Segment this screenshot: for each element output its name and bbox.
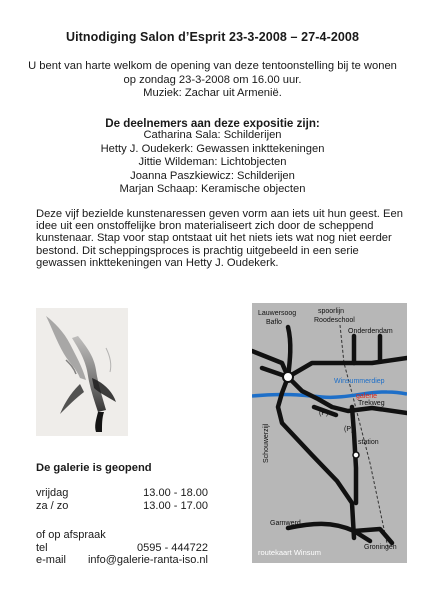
intro-line: U bent van harte welkom de opening van deze tentoonstelling bij te wonen <box>28 60 397 72</box>
participant-item: Joanna Paszkiewicz: Schilderijen <box>130 169 295 182</box>
map-label-garnwerd: Garnwerd <box>270 520 301 527</box>
invitation-title: Uitnodiging Salon d’Esprit 23-3-2008 – 27-4-2008 <box>65 30 360 44</box>
route-map <box>252 303 407 563</box>
map-label-roodeschool: Roodeschool <box>314 317 355 324</box>
ink-painting-image <box>36 308 128 436</box>
email-address[interactable]: info@galerie-ranta-iso.nl <box>87 554 208 566</box>
email-row <box>36 554 208 567</box>
participant-item: Marjan Schaap: Keramische objecten <box>119 183 306 196</box>
intro-line: Muziek: Zachar uit Armenië. <box>143 87 282 99</box>
phone-label: tel <box>36 541 48 554</box>
map-caption: routekaart Winsum <box>258 548 321 557</box>
opening-hours <box>36 487 208 512</box>
participants-list <box>0 129 425 197</box>
roundabout-marker <box>283 372 293 382</box>
intro-line: op zondag 23-3-2008 om 16.00 uur. <box>123 73 302 86</box>
email-label: e-mail <box>36 554 66 566</box>
route-map-drawing <box>252 303 407 563</box>
map-label-spoorlijn: spoorlijn <box>318 308 345 315</box>
hours-time: 13.00 - 17.00 <box>143 499 208 512</box>
participant-item: Catharina Sala: Schilderijen <box>143 129 282 141</box>
body-paragraph: Deze vijf bezielde kunstenaressen geven vorm aan iets uit hun geest. Een idee uit een onstoffelijke bron materialiseert zich door de scheppend kunstenaar. Stap voor stap ontstaat uit het niets iets wat nog niet eerder bestond. Dit scheppingsproces is prachtig uitgebeeld in een serie gewassen inkttekeningen van Hetty J. Oudekerk. <box>36 208 403 269</box>
map-label-winsummerdiep: Winsummerdiep <box>334 378 385 385</box>
map-label-onderdendam: Onderdendam <box>348 328 393 335</box>
station-marker <box>353 452 359 458</box>
appointment-note: of op afspraak <box>36 529 106 541</box>
hours-day: vrijdag <box>36 487 69 499</box>
contact-info <box>36 529 208 567</box>
phone-row <box>36 542 208 555</box>
hours-row <box>36 487 208 500</box>
opening-hours-heading: De galerie is geopend <box>36 462 152 474</box>
map-label-parking: (P) <box>319 410 329 417</box>
hours-time: 13.00 - 18.00 <box>143 487 208 499</box>
waterway-line <box>252 392 407 397</box>
map-label-schouwerzijl: Schouwerzijl <box>263 423 270 463</box>
participants-heading: De deelnemers aan deze expositie zijn: <box>105 117 320 130</box>
intro-text <box>0 60 425 101</box>
map-label-galerie: galerie <box>356 393 378 400</box>
participant-item: Hetty J. Oudekerk: Gewassen inkttekeningen <box>100 142 325 155</box>
map-label-station: station <box>358 439 379 446</box>
hours-row <box>36 500 208 513</box>
hours-day: za / zo <box>36 499 69 512</box>
map-label-baflo: Baflo <box>266 319 282 326</box>
map-label-trekweg: Trekweg <box>358 400 385 407</box>
map-label-groningen: Groningen <box>364 544 397 551</box>
road-network <box>252 327 407 543</box>
ink-painting-artwork <box>36 308 128 436</box>
map-label-lauwersoog: Lauwersoog <box>258 310 297 317</box>
map-label-parking: (P) <box>344 426 354 433</box>
participant-item: Jittie Wildeman: Lichtobjecten <box>138 156 287 169</box>
phone-number: 0595 - 444722 <box>137 541 208 554</box>
